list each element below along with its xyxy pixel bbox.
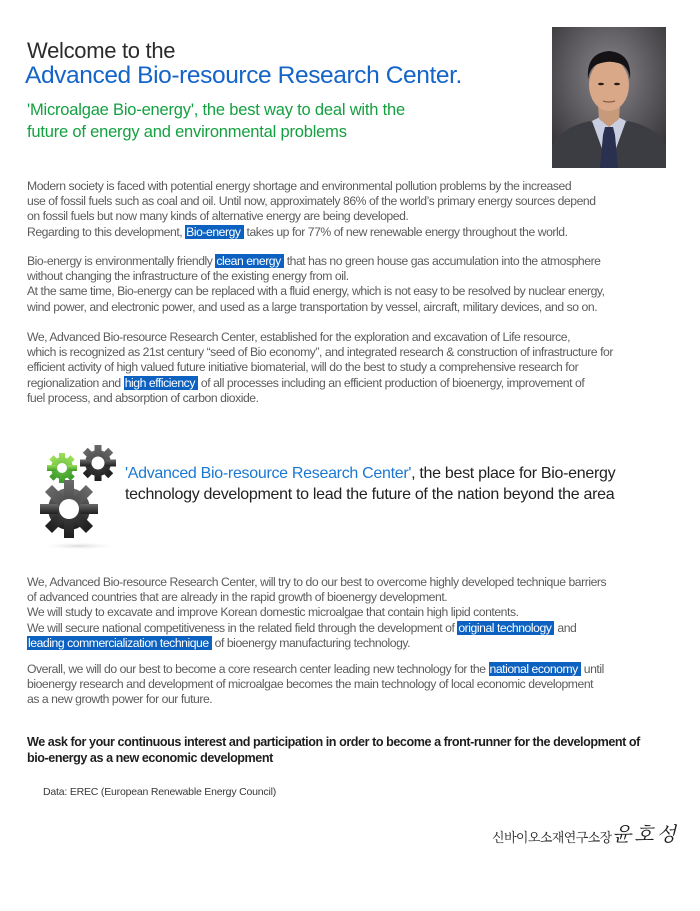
text-line: without changing the infrastructure of the existing energy from oil.: [27, 269, 349, 284]
text-line: on fossil fuels but now many kinds of alternative energy are being developed.: [27, 209, 409, 224]
text-line: At the same time, Bio-energy can be replaced with a fluid energy, which is not easy to be resolved by nuclear energy,: [27, 284, 605, 299]
paragraph-clean-energy: [27, 254, 692, 315]
text-line: of advanced countries that are already in the rapid growth of bioenergy development.: [27, 590, 448, 605]
director-photo: [552, 27, 666, 168]
welcome-heading: Welcome to the: [27, 38, 176, 63]
text-line: fuel process, and absorption of carbon dioxide.: [27, 390, 259, 405]
text-line: efficient activity of high valued future initiative biomaterial, will do the best to study a comprehensive research for: [27, 360, 579, 375]
text-segment: and: [554, 620, 577, 635]
text-line: bioenergy research and development of microalgae becomes the main technology of local economic development: [27, 677, 594, 692]
callout-statement: [125, 463, 700, 505]
text-line: which is recognized as 21st century “seed of Bio economy”, and integrated research & construction of infrastructure for: [27, 345, 613, 360]
text-segment: until: [580, 662, 604, 676]
text-line: [27, 636, 692, 651]
subtitle: [27, 99, 507, 143]
text-line: [27, 254, 692, 269]
text-line: [27, 225, 692, 240]
portrait-image: [552, 27, 666, 168]
text-line: [27, 621, 692, 636]
callout-line-1: [125, 463, 700, 484]
highlight-high-efficiency: high efficiency: [124, 376, 198, 390]
text-line: as a new growth power for our future.: [27, 692, 213, 707]
text-line: [27, 376, 692, 391]
highlight-clean-energy: clean energy: [215, 254, 283, 268]
closing-request: [27, 734, 687, 766]
paragraph-intro: [27, 179, 692, 240]
text-segment: Overall, we will do our best to become a core research center leading new technology for the: [27, 662, 489, 676]
callout-center-name: 'Advanced Bio-resource Research Center': [125, 465, 412, 482]
text-segment: Bio-energy is environmentally friendly: [27, 254, 216, 268]
text-line: We, Advanced Bio-resource Research Center, will try to do our best to overcome highly developed technique barriers: [27, 575, 607, 589]
center-name-heading: Advanced Bio-resource Research Center.: [25, 62, 462, 89]
director-title: 신바이오소재연구소장: [492, 830, 612, 845]
data-source-note: Data: EREC (European Renewable Energy Council): [43, 786, 277, 798]
highlight-bio-energy: Bio-energy: [185, 225, 243, 239]
text-line: Modern society is faced with potential energy shortage and environmental pollution problems by the increased: [27, 179, 572, 193]
paragraph-national-economy: [27, 662, 692, 708]
text-segment: We will secure national competitiveness in the related field through the development of: [27, 620, 458, 635]
text-line: wind power, and electronic power, and used as a large transportation by vessel, aircraft, military devices, and so on.: [27, 299, 598, 314]
text-line: [27, 662, 692, 677]
text-segment: of all processes including an efficient production of bioenergy, improvement of: [197, 375, 585, 390]
text-line: use of fossil fuels such as coal and oil. Until now, approximately 86% of the world’s primary energy sources depend: [27, 194, 596, 209]
text-segment: of bioenergy manufacturing technology.: [211, 635, 411, 650]
highlight-original-technology: original technology: [457, 621, 554, 635]
paragraph-competitiveness: [27, 575, 692, 651]
text-line: We, Advanced Bio-resource Research Center, established for the exploration and excavation of Life resource,: [27, 330, 571, 344]
text-line: We will study to excavate and improve Korean domestic microalgae that contain high lipid contents.: [27, 605, 519, 620]
callout-line-2: technology development to lead the future of the nation beyond the area: [125, 486, 615, 503]
text-segment: that has no green house gas accumulation into the atmosphere: [283, 254, 601, 268]
paragraph-center-mission: [27, 330, 692, 406]
text-segment: Regarding to this development,: [27, 224, 186, 239]
director-signature: 윤호성: [612, 822, 679, 846]
highlight-national-economy: national economy: [489, 662, 581, 676]
text-segment: regionalization and: [27, 375, 124, 390]
closing-line-1: We ask for your continuous interest and participation in order to become a front-runner for the development of: [27, 735, 640, 749]
gears-icon: [37, 443, 125, 551]
subtitle-line-1: 'Microalgae Bio-energy', the best way to deal with the: [27, 101, 405, 119]
callout-text: , the best place for Bio-energy: [411, 465, 616, 482]
text-segment: takes up for 77% of new renewable energy throughout the world.: [243, 224, 568, 239]
closing-line-2: bio-energy as a new economic development: [27, 751, 273, 765]
highlight-commercialization: leading commercialization technique: [27, 636, 212, 650]
subtitle-line-2: future of energy and environmental problems: [27, 123, 347, 141]
